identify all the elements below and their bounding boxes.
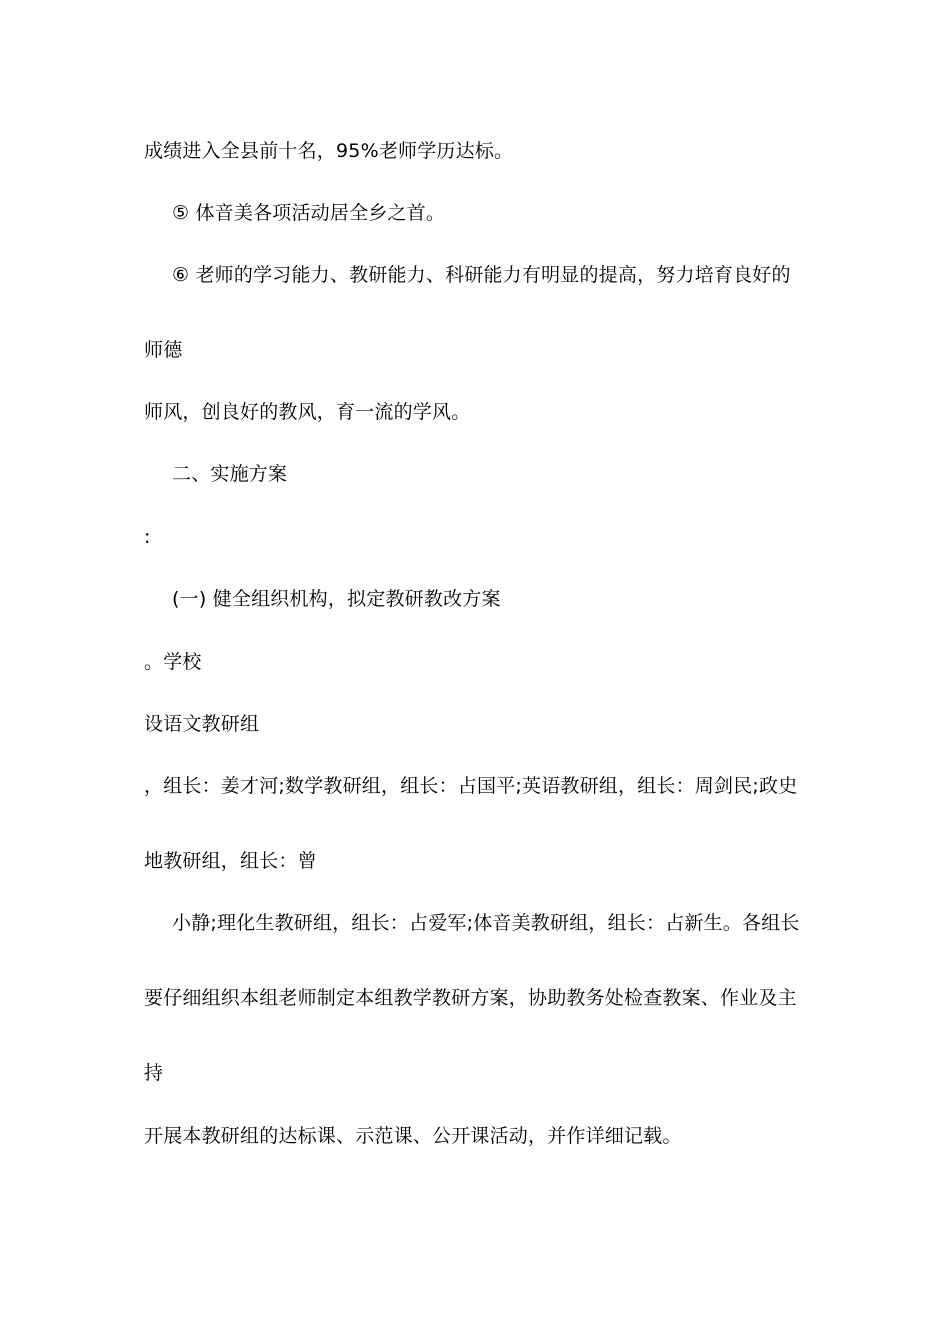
text-line-4: 师德	[144, 339, 183, 361]
text-line-14: 要仔细组织本组老师制定本组教学教研方案，协助教务处检查教案、作业及主	[144, 987, 797, 1009]
text-line-7: :	[144, 526, 151, 548]
text-line-12: 地教研组，组长：曾	[144, 850, 317, 872]
text-line-11: ，组长：姜才河;数学教研组，组长：占国平;英语教研组，组长：周剑民;政史	[144, 775, 798, 797]
text-line-15: 持	[144, 1062, 164, 1084]
section-heading: 二、实施方案	[172, 463, 288, 485]
text-line-2: ⑤ 体音美各项活动居全乡之首。	[172, 202, 446, 224]
text-line-13: 小静;理化生教研组，组长：占爱军;体音美教研组，组长：占新生。各组长	[172, 912, 800, 934]
text-line-5: 师风，创良好的教风，育一流的学风。	[144, 401, 471, 423]
text-line-10: 设语文教研组	[144, 713, 260, 735]
text-line-16: 开展本教研组的达标课、示范课、公开课活动，并作详细记载。	[144, 1125, 682, 1147]
subsection-heading: (一) 健全组织机构，拟定教研教改方案	[172, 588, 501, 610]
text-line-3: ⑥ 老师的学习能力、教研能力、科研能力有明显的提高，努力培育良好的	[172, 264, 791, 286]
text-line-9: 。学校	[144, 651, 202, 673]
text-line-1: 成绩进入全县前十名，95%老师学历达标。	[144, 140, 514, 162]
